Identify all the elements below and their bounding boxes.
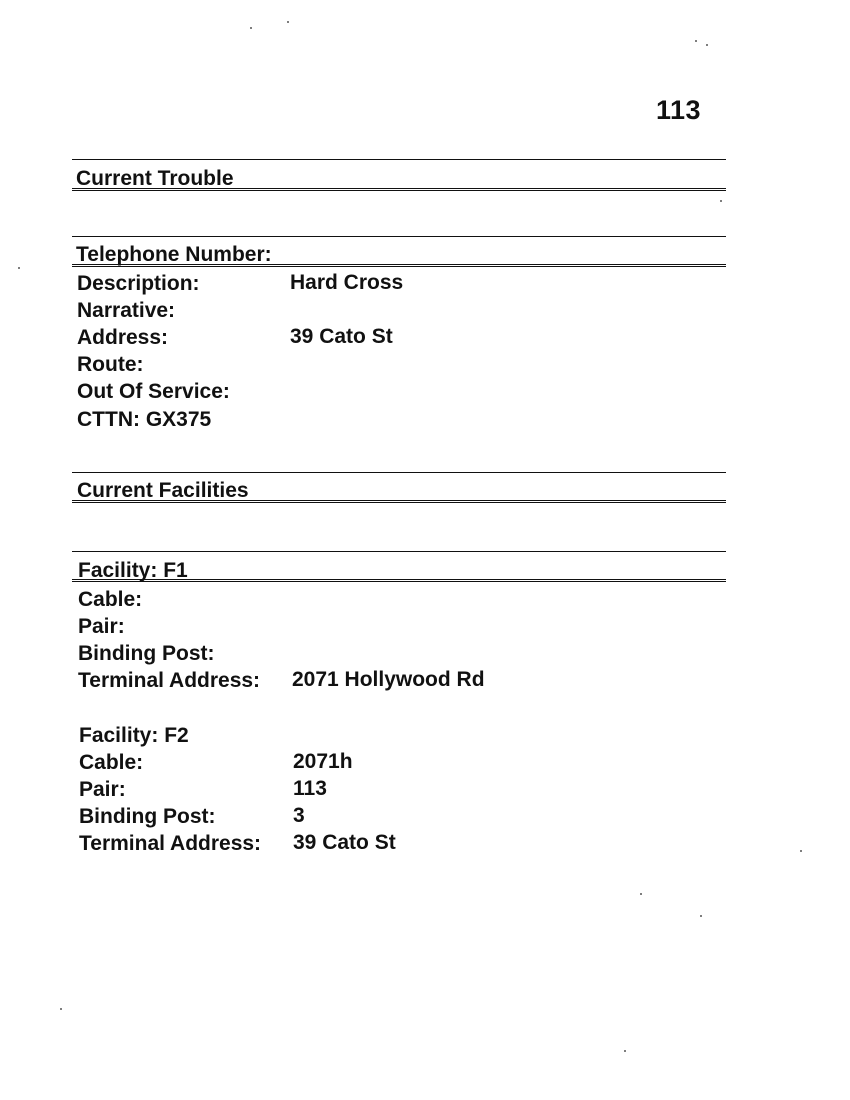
address-value: 39 Cato St xyxy=(290,325,393,348)
f2-terminal-address-label: Terminal Address: xyxy=(79,832,262,855)
divider-double xyxy=(72,264,726,267)
current-trouble-heading: Current Trouble xyxy=(76,167,234,190)
divider-top xyxy=(72,472,726,473)
facility-f2-header: Facility: F2 xyxy=(79,724,189,747)
scan-speck xyxy=(624,1050,626,1052)
f2-pair-value: 113 xyxy=(293,777,327,800)
f2-cable-label: Cable: xyxy=(79,751,144,774)
description-value: Hard Cross xyxy=(290,271,404,294)
route-label: Route: xyxy=(77,353,144,376)
telephone-number-label: Telephone Number: xyxy=(76,243,272,266)
divider-top xyxy=(72,236,726,237)
facility-f1-header: Facility: F1 xyxy=(78,559,188,582)
divider-double xyxy=(72,579,726,582)
f2-terminal-address-value: 39 Cato St xyxy=(293,831,396,854)
address-label: Address: xyxy=(77,326,169,349)
f1-cable-label: Cable: xyxy=(78,588,143,611)
scan-speck xyxy=(706,44,708,46)
description-label: Description: xyxy=(77,272,200,295)
scan-speck xyxy=(720,200,722,202)
out-of-service-label: Out Of Service: xyxy=(77,380,230,403)
scan-speck xyxy=(18,267,20,269)
divider-top xyxy=(72,551,726,552)
cttn-label: CTTN: GX375 xyxy=(77,408,212,431)
f2-binding-post-label: Binding Post: xyxy=(79,805,216,828)
scan-speck xyxy=(800,850,802,852)
scan-speck xyxy=(640,893,642,895)
divider-double xyxy=(72,188,726,191)
f2-pair-label: Pair: xyxy=(79,778,126,801)
scan-speck xyxy=(287,21,289,23)
f2-binding-post-value: 3 xyxy=(293,804,305,827)
divider-double xyxy=(72,500,726,503)
scan-speck xyxy=(695,40,697,42)
f1-pair-label: Pair: xyxy=(78,615,125,638)
f1-terminal-address-value: 2071 Hollywood Rd xyxy=(292,668,485,691)
scan-speck xyxy=(60,1008,62,1010)
f1-binding-post-label: Binding Post: xyxy=(78,642,215,665)
scan-speck xyxy=(250,27,252,29)
narrative-label: Narrative: xyxy=(77,299,176,322)
divider-top xyxy=(72,159,726,160)
f1-terminal-address-label: Terminal Address: xyxy=(78,669,261,692)
current-facilities-heading: Current Facilities xyxy=(77,479,249,502)
scan-speck xyxy=(700,915,702,917)
f2-cable-value: 2071h xyxy=(293,750,353,773)
page-number: 113 xyxy=(656,95,702,125)
